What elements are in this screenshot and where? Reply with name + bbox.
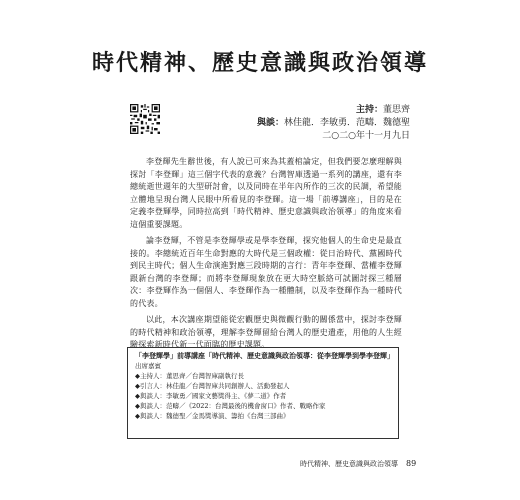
panel-label: 與談： [256,118,284,128]
info-box-subtitle: 出席嘉賓 [135,362,161,370]
paragraph: 李登輝先生辭世後，有人說已可來為其蓋棺論定，但我們要怎麼理解與探討「李登輝」這三個字代表的意義？台灣智庫透過一系列的講座，還有李總統逝世週年的大型研討會，以及同時在半年內所作的三次的民調，希望能立體地呈現台灣人民眼中所看見的李登輝。這一場「前導講座」，目的是在定義李登輝學，同時拉高到「時代精神、歷史意識與政治領導」的角度來看這個重要課題。 [130,157,402,229]
panel-names: 林佳龍．李敏勇．范疇．魏德聖 [283,118,410,128]
paragraph: 以此，本次講座期望能從宏觀歷史與微觀行動的關係當中，探討李登輝的時代精神和政治領導，理解李登輝留給台灣人的歷史遺產，用他的人生經驗探索新時代新一代面臨的歷史課題。 [130,315,402,349]
page-footer [300,459,416,469]
page-number: 89 [406,459,417,468]
host-name: 董思齊 [382,105,410,115]
guest-row: ◆與談人：魏德聖／金馬獎導演、籌拍《台灣三部曲》 [135,412,290,420]
running-title: 時代精神、歷史意識與政治領導 [300,460,398,468]
guest-row: ◆主持人：董思齊／台灣智庫副執行長 [135,372,244,380]
title-block [0,46,520,77]
guest-row: ◆與談人：范疇／《2022：台灣最後的機會窗口》作者、戰略作家 [135,402,326,410]
host-label: 主持： [355,105,383,115]
body-text [130,156,402,356]
paragraph: 論李登輝，不管是李登輝學或是學李登輝，探究他個人的生命史是最直接的。李總統近百年生命對應的大時代是三個政權：從日治時代、黨國時代到民主時代；個人生命演進對應三段時期的言行：青年李登輝、當權李登輝跟新台灣的李登輝；而將李登輝現象放在更大時空脈絡可試圖討探三種層次：李登輝作為一個個人、李登輝作為一種體制，以及李登輝作為一種時代的代表。 [130,236,402,308]
credits [257,104,410,143]
page-title: 時代精神、歷史意識與政治領導 [91,50,428,76]
guest-row: ◆引言人：林佳龍／台灣智庫共同創辦人、活動發起人 [135,382,290,390]
qr-code-icon [130,104,160,134]
host-line [257,104,410,117]
guest-row: ◆與談人：李敏勇／國家文藝獎得主、《夢二道》作者 [135,392,287,400]
panel-line [257,117,410,130]
info-box [127,347,399,439]
event-date: 二○二○年十一月九日 [322,131,410,141]
info-box-title: 「李登輝學」前導講座「時代精神、歷史意識與政治領導：從李登輝學到學李登輝」 [135,351,394,360]
